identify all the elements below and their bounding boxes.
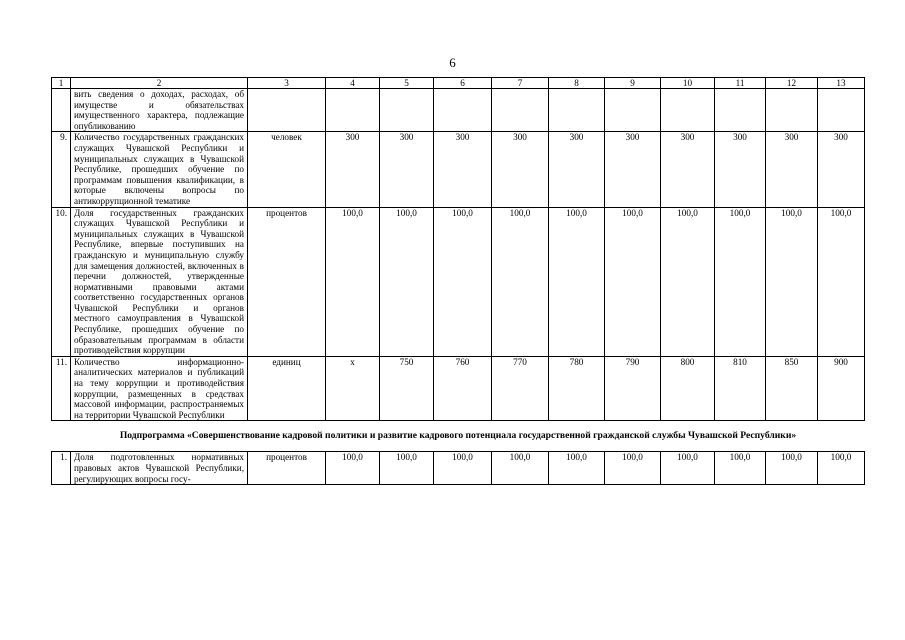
- year-value: 770: [492, 356, 549, 421]
- indicator-description: Количество государственных гражданских служащих Чувашской Республики и муниципальных служащих в Чувашской Республике, прошедших обучение по программам повышения квалификации, в которые включены вопросы по антикоррупционной тематике: [71, 132, 248, 207]
- column-number-row: [52, 78, 865, 89]
- year-value: 100,0: [380, 452, 434, 485]
- year-value: 300: [549, 132, 605, 207]
- year-value: [715, 89, 766, 132]
- row-number: 10.: [52, 207, 71, 356]
- year-value: 790: [605, 356, 661, 421]
- indicator-description: Количество информационно-аналитических материалов и публикаций на тему коррупции и противодействия коррупции, размещенных в средствах массовой информации, распространяемых на территории Чувашской Республики: [71, 356, 248, 421]
- year-value: 100,0: [818, 452, 865, 485]
- year-value: 100,0: [326, 207, 380, 356]
- year-value: [766, 89, 818, 132]
- year-value: 100,0: [715, 207, 766, 356]
- year-value: 750: [380, 356, 434, 421]
- year-value: 300: [715, 132, 766, 207]
- year-value: 100,0: [715, 452, 766, 485]
- year-value: 810: [715, 356, 766, 421]
- unit-of-measure: человек: [248, 132, 326, 207]
- year-value: 760: [434, 356, 492, 421]
- column-number: 3: [248, 78, 326, 89]
- column-number: 2: [71, 78, 248, 89]
- table-row: [52, 207, 865, 356]
- year-value: 100,0: [380, 207, 434, 356]
- row-number: 9.: [52, 132, 71, 207]
- row-number: 1.: [52, 452, 71, 485]
- year-value: 800: [661, 356, 715, 421]
- table-row: [52, 132, 865, 207]
- unit-of-measure: [248, 89, 326, 132]
- column-number: 5: [380, 78, 434, 89]
- column-number: 11: [715, 78, 766, 89]
- unit-of-measure: процентов: [248, 207, 326, 356]
- year-value: 100,0: [434, 452, 492, 485]
- year-value: x: [326, 356, 380, 421]
- year-value: 100,0: [326, 452, 380, 485]
- year-value: [434, 89, 492, 132]
- table-row: [52, 89, 865, 132]
- subprogram-title: Подпрограмма «Совершенствование кадровой политики и развитие кадрового потенциала государственной гражданской службы Чувашской Республики»: [52, 421, 865, 452]
- year-value: [380, 89, 434, 132]
- year-value: 100,0: [766, 452, 818, 485]
- year-value: 100,0: [549, 207, 605, 356]
- year-value: 100,0: [492, 207, 549, 356]
- column-number: 4: [326, 78, 380, 89]
- year-value: 100,0: [549, 452, 605, 485]
- unit-of-measure: единиц: [248, 356, 326, 421]
- column-number: 10: [661, 78, 715, 89]
- page-number: 6: [449, 55, 456, 70]
- table-row: [52, 452, 865, 485]
- row-number: 11.: [52, 356, 71, 421]
- indicator-description: Доля подготовленных нормативных правовых актов Чувашской Республики, регулирующих вопросы госу-: [71, 452, 248, 485]
- year-value: 300: [380, 132, 434, 207]
- year-value: 100,0: [661, 452, 715, 485]
- table-row: [52, 356, 865, 421]
- row-number: [52, 89, 71, 132]
- year-value: [492, 89, 549, 132]
- year-value: 300: [605, 132, 661, 207]
- column-number: 6: [434, 78, 492, 89]
- column-number: 13: [818, 78, 865, 89]
- year-value: 100,0: [661, 207, 715, 356]
- year-value: [549, 89, 605, 132]
- year-value: 300: [492, 132, 549, 207]
- year-value: 900: [818, 356, 865, 421]
- year-value: 300: [766, 132, 818, 207]
- unit-of-measure: процентов: [248, 452, 326, 485]
- year-value: 100,0: [766, 207, 818, 356]
- indicator-description: Доля государственных гражданских служащих Чувашской Республики и муниципальных служащих в Чувашской Республике, впервые поступивших на гражданскую и муниципальную службу для замещения должностей, включенных в перечни должностей, утвержденные нормативными правовыми актами соответственно государственных органов Чувашской Республики и органов местного самоуправления в Чувашской Республике, прошедших обучение по образовательным программам в области противодействия коррупции: [71, 207, 248, 356]
- year-value: 100,0: [605, 452, 661, 485]
- year-value: 100,0: [492, 452, 549, 485]
- year-value: 300: [661, 132, 715, 207]
- year-value: [661, 89, 715, 132]
- column-number: 12: [766, 78, 818, 89]
- indicators-table: [51, 77, 865, 485]
- year-value: 300: [326, 132, 380, 207]
- year-value: [605, 89, 661, 132]
- year-value: 100,0: [605, 207, 661, 356]
- year-value: 300: [818, 132, 865, 207]
- year-value: 850: [766, 356, 818, 421]
- column-number: 8: [549, 78, 605, 89]
- year-value: 300: [434, 132, 492, 207]
- year-value: [818, 89, 865, 132]
- column-number: 7: [492, 78, 549, 89]
- subprogram-row: [52, 421, 865, 452]
- year-value: 780: [549, 356, 605, 421]
- column-number: 9: [605, 78, 661, 89]
- indicator-description: вить сведения о доходах, расходах, об имуществе и обязательствах имущественного характера, подлежащие опубликованию: [71, 89, 248, 132]
- year-value: 100,0: [818, 207, 865, 356]
- column-number: 1: [52, 78, 71, 89]
- year-value: [326, 89, 380, 132]
- year-value: 100,0: [434, 207, 492, 356]
